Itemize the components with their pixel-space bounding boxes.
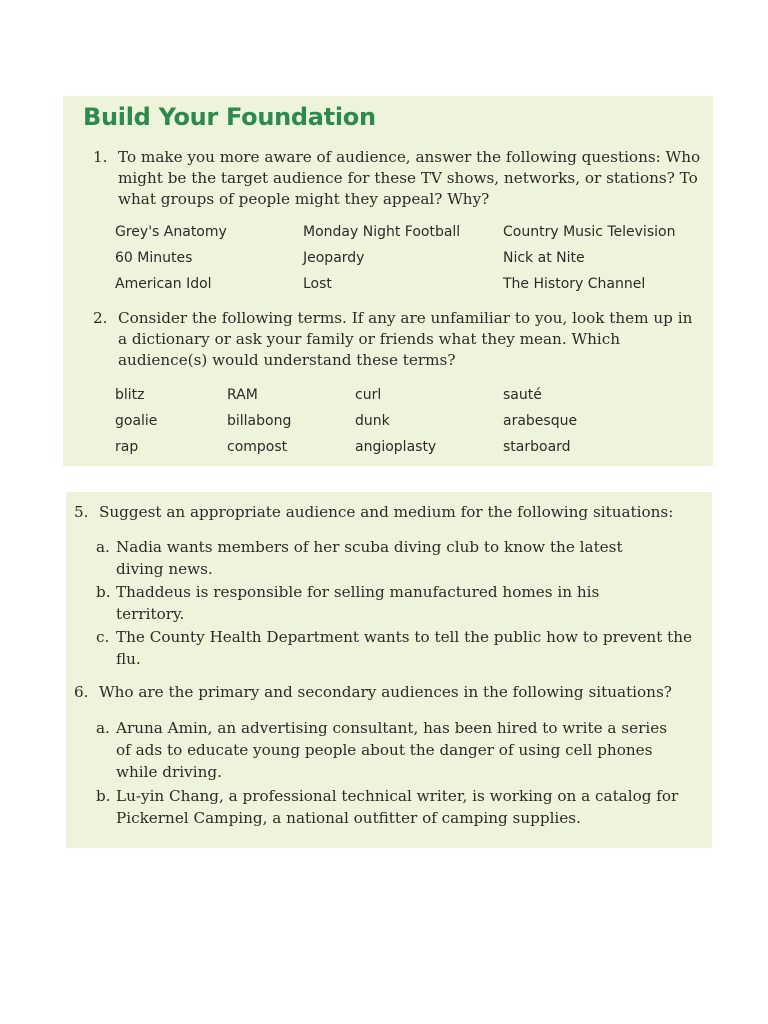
list-item: blitz [115, 387, 145, 403]
question-text: To make you more aware of audience, answer the following questions: Who might be the target audience for these TV shows, networks, or stations? To what groups of people might they appeal? Why? [118, 148, 701, 208]
question-number: 1. [93, 148, 108, 166]
list-item: compost [227, 439, 288, 455]
list-item: arabesque [503, 413, 578, 429]
list-item: The History Channel [503, 276, 646, 292]
sub-letter: b. [96, 583, 111, 601]
sub-item-5c [96, 626, 696, 670]
question-text: Consider the following terms. If any are unfamiliar to you, look them up in a dictionary or ask your family or friends what they mean. Which audience(s) would understand these terms? [118, 309, 693, 369]
list-item: RAM [227, 387, 258, 403]
question-text: Who are the primary and secondary audiences in the following situations? [99, 683, 672, 701]
list-item: goalie [115, 413, 158, 429]
question-text: Suggest an appropriate audience and medium for the following situations: [99, 503, 674, 521]
sub-text: Lu-yin Chang, a professional technical writer, is working on a catalog for Pickernel Camping, a national outfitter of camping supplies. [116, 787, 679, 827]
sub-letter: a. [96, 719, 110, 737]
sub-text: Nadia wants members of her scuba diving club to know the latest diving news. [116, 538, 623, 578]
list-item: American Idol [115, 276, 212, 292]
question-number: 5. [74, 503, 89, 521]
list-item: starboard [503, 439, 571, 455]
sub-item-5b [96, 581, 666, 625]
section-heading: Build Your Foundation [83, 103, 376, 131]
list-item: Grey's Anatomy [115, 224, 227, 240]
list-item: Nick at Nite [503, 250, 585, 266]
list-item: 60 Minutes [115, 250, 193, 266]
list-item: Lost [303, 276, 332, 292]
question-2 [93, 308, 705, 371]
sub-item-6a [96, 717, 686, 783]
list-item: curl [355, 387, 382, 403]
sub-text: The County Health Department wants to tell the public how to prevent the flu. [116, 628, 693, 668]
sub-letter: b. [96, 787, 111, 805]
question-5 [74, 502, 704, 523]
build-foundation-panel [63, 96, 713, 466]
sub-letter: c. [96, 628, 110, 646]
question-number: 2. [93, 309, 108, 327]
list-item: angioplasty [355, 439, 437, 455]
sub-text: Thaddeus is responsible for selling manufactured homes in his territory. [116, 583, 600, 623]
list-item: Country Music Television [503, 224, 676, 240]
list-item: billabong [227, 413, 292, 429]
audience-questions-panel [66, 492, 712, 848]
list-item: Monday Night Football [303, 224, 461, 240]
list-item: sauté [503, 387, 542, 403]
list-item: dunk [355, 413, 390, 429]
sub-letter: a. [96, 538, 110, 556]
list-item: rap [115, 439, 139, 455]
question-number: 6. [74, 683, 89, 701]
question-1 [93, 147, 705, 210]
sub-item-6b [96, 785, 696, 829]
question-6 [74, 682, 704, 703]
sub-item-5a [96, 536, 666, 580]
sub-text: Aruna Amin, an advertising consultant, has been hired to write a series of ads to educate young people about the danger of using cell phones while driving. [116, 719, 667, 781]
list-item: Jeopardy [303, 250, 365, 266]
